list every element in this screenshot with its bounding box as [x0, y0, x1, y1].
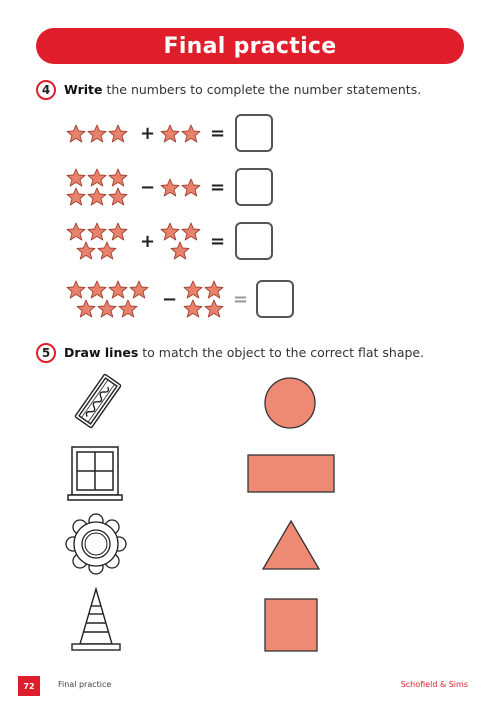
equals-sign: = [233, 289, 249, 310]
statement-row-4 [0, 278, 500, 324]
answer-box-2[interactable] [235, 168, 273, 206]
footer-publisher: Schofield & Sims [400, 680, 468, 689]
star-icon [181, 178, 201, 197]
page-number-label: 72 [23, 681, 35, 691]
star-icon [76, 241, 96, 260]
equals-sign: = [210, 123, 226, 144]
star-icon [160, 178, 180, 197]
star-icon [108, 124, 128, 143]
title-banner [36, 28, 464, 64]
plus-sign: + [140, 231, 156, 252]
minus-sign: − [140, 177, 156, 198]
statement-row-1 [0, 112, 500, 158]
page-number [18, 676, 40, 696]
star-icon [66, 280, 86, 299]
footer-section-title: Final practice [58, 680, 112, 689]
star-icon [87, 168, 107, 187]
question-4-number [36, 80, 56, 100]
question-4-verb: Write [64, 82, 103, 97]
star-icon [160, 124, 180, 143]
traffic-cone-icon[interactable] [68, 586, 124, 654]
question-5-verb: Draw lines [64, 345, 139, 360]
page-title: Final practice [163, 33, 337, 59]
star-icon [118, 299, 138, 318]
answer-box-1[interactable] [235, 114, 273, 152]
star-icon [181, 124, 201, 143]
star-icon [108, 280, 128, 299]
star-icon [66, 124, 86, 143]
circle-shape[interactable] [262, 375, 318, 431]
star-icon [66, 168, 86, 187]
star-icon [87, 187, 107, 206]
question-4-text: the numbers to complete the number statements. [102, 82, 422, 97]
star-icon [87, 280, 107, 299]
star-icon [76, 299, 96, 318]
square-shape[interactable] [262, 596, 320, 654]
triangle-shape[interactable] [260, 518, 322, 572]
star-icon [87, 222, 107, 241]
star-icon [160, 222, 180, 241]
statement-row-3 [0, 220, 500, 266]
star-icon [204, 299, 224, 318]
star-icon [170, 241, 190, 260]
star-icon [66, 187, 86, 206]
star-icon [108, 222, 128, 241]
question-5-text: to match the object to the correct flat shape. [138, 345, 425, 360]
star-icon [108, 168, 128, 187]
star-icon [183, 299, 203, 318]
star-icon [129, 280, 149, 299]
answer-box-3[interactable] [235, 222, 273, 260]
star-icon [183, 280, 203, 299]
minus-sign: − [162, 289, 178, 310]
star-icon [87, 124, 107, 143]
star-icon [97, 299, 117, 318]
answer-box-4[interactable] [256, 280, 294, 318]
question-4-number-label: 4 [41, 83, 51, 97]
question-4-instruction [64, 82, 421, 97]
question-5-number [36, 343, 56, 363]
equals-sign: = [210, 231, 226, 252]
statement-row-2 [0, 166, 500, 212]
star-icon [108, 187, 128, 206]
star-icon [66, 222, 86, 241]
chocolate-bar-icon[interactable] [66, 372, 130, 430]
rectangle-shape[interactable] [246, 453, 336, 495]
star-icon [97, 241, 117, 260]
star-icon [204, 280, 224, 299]
equals-sign: = [210, 177, 226, 198]
star-icon [181, 222, 201, 241]
window-icon[interactable] [66, 444, 124, 502]
plus-sign: + [140, 123, 156, 144]
wreath-icon[interactable] [64, 512, 128, 576]
question-5-number-label: 5 [41, 346, 51, 360]
question-5-instruction [64, 345, 424, 360]
